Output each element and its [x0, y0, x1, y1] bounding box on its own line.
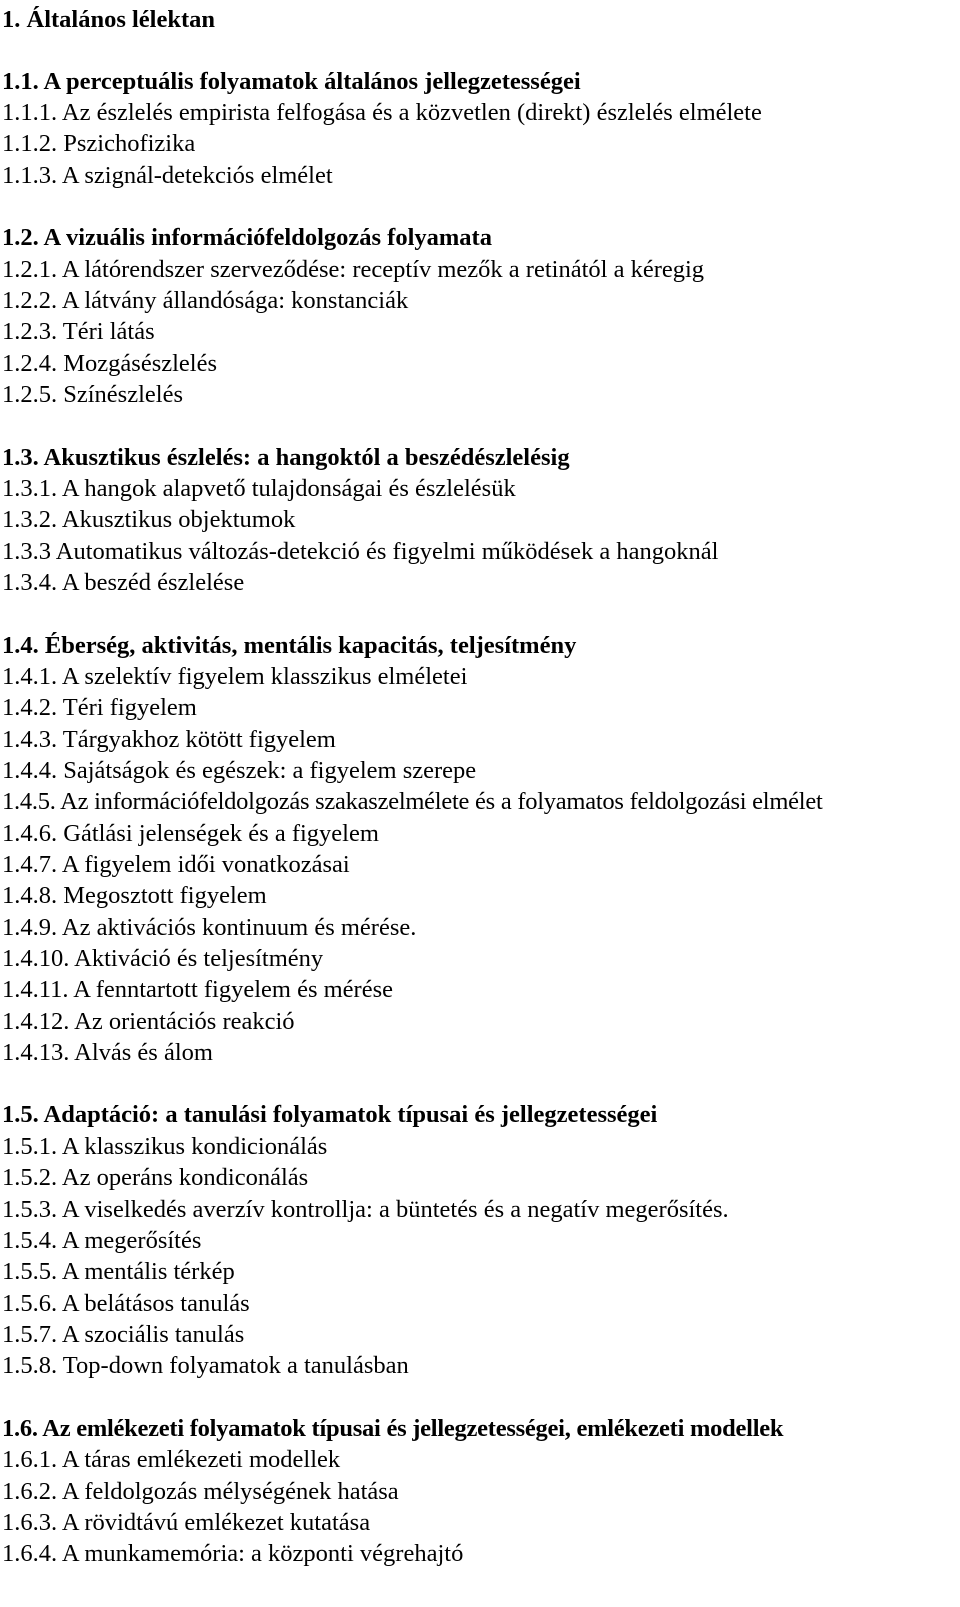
- section-heading-1-3: 1.3. Akusztikus észlelés: a hangoktól a beszédészlelésig: [2, 444, 570, 471]
- section-heading-1-5: 1.5. Adaptáció: a tanulási folyamatok típusai és jellegzetességei: [2, 1101, 658, 1128]
- list-item: 1.1.2. Pszichofizika: [2, 130, 196, 157]
- list-item: 1.2.1. A látórendszer szerveződése: receptív mezők a retinától a kéregig: [2, 256, 705, 283]
- list-item: 1.4.10. Aktiváció és teljesítmény: [2, 945, 324, 972]
- list-item: 1.4.8. Megosztott figyelem: [2, 882, 267, 909]
- list-item: 1.5.7. A szociális tanulás: [2, 1321, 245, 1348]
- list-item: 1.4.9. Az aktivációs kontinuum és mérése.: [2, 914, 417, 941]
- list-item: 1.5.8. Top-down folyamatok a tanulásban: [2, 1352, 409, 1379]
- list-item: 1.1.3. A szignál-detekciós elmélet: [2, 162, 333, 189]
- list-item: 1.2.4. Mozgásészlelés: [2, 350, 217, 377]
- section-heading-1-6: 1.6. Az emlékezeti folyamatok típusai és jellegzetességei, emlékezeti modellek: [2, 1415, 784, 1442]
- list-item: 1.1.1. Az észlelés empirista felfogása és a közvetlen (direkt) észlelés elmélete: [2, 99, 762, 126]
- list-item: 1.5.1. A klasszikus kondicionálás: [2, 1133, 328, 1160]
- list-item: 1.6.3. A rövidtávú emlékezet kutatása: [2, 1509, 371, 1536]
- list-item: 1.6.2. A feldolgozás mélységének hatása: [2, 1478, 399, 1505]
- list-item: 1.4.3. Tárgyakhoz kötött figyelem: [2, 726, 336, 753]
- document-title: 1. Általános lélektan: [2, 6, 216, 33]
- list-item: 1.2.2. A látvány állandósága: konstanciák: [2, 287, 409, 314]
- section-heading-1-1: 1.1. A perceptuális folyamatok általános jellegzetességei: [2, 68, 581, 95]
- list-item: 1.4.5. Az információfeldolgozás szakaszelmélete és a folyamatos feldolgozási elmélet: [2, 788, 823, 815]
- list-item: 1.4.6. Gátlási jelenségek és a figyelem: [2, 820, 379, 847]
- list-item: 1.3.4. A beszéd észlelése: [2, 569, 245, 596]
- list-item: 1.6.4. A munkamemória: a központi végrehajtó: [2, 1540, 464, 1567]
- list-item: 1.5.3. A viselkedés averzív kontrollja: a büntetés és a negatív megerősítés.: [2, 1196, 729, 1223]
- list-item: 1.4.2. Téri figyelem: [2, 694, 197, 721]
- list-item: 1.3.2. Akusztikus objektumok: [2, 506, 296, 533]
- list-item: 1.4.12. Az orientációs reakció: [2, 1008, 295, 1035]
- list-item: 1.5.2. Az operáns kondiconálás: [2, 1164, 309, 1191]
- list-item: 1.4.11. A fenntartott figyelem és mérése: [2, 976, 393, 1003]
- list-item: 1.4.13. Alvás és álom: [2, 1039, 213, 1066]
- list-item: 1.2.3. Téri látás: [2, 318, 155, 345]
- list-item: 1.5.4. A megerősítés: [2, 1227, 202, 1254]
- list-item: 1.3.1. A hangok alapvető tulajdonságai és észlelésük: [2, 475, 516, 502]
- list-item: 1.3.3 Automatikus változás-detekció és figyelmi működések a hangoknál: [2, 538, 719, 565]
- list-item: 1.5.5. A mentális térkép: [2, 1258, 235, 1285]
- section-heading-1-2: 1.2. A vizuális információfeldolgozás folyamata: [2, 224, 492, 251]
- section-heading-1-4: 1.4. Éberség, aktivitás, mentális kapacitás, teljesítmény: [2, 632, 577, 659]
- list-item: 1.2.5. Színészlelés: [2, 381, 183, 408]
- list-item: 1.5.6. A belátásos tanulás: [2, 1290, 250, 1317]
- list-item: 1.4.7. A figyelem idői vonatkozásai: [2, 851, 350, 878]
- list-item: 1.4.1. A szelektív figyelem klasszikus elméletei: [2, 663, 468, 690]
- list-item: 1.4.4. Sajátságok és egészek: a figyelem szerepe: [2, 757, 477, 784]
- list-item: 1.6.1. A táras emlékezeti modellek: [2, 1446, 341, 1473]
